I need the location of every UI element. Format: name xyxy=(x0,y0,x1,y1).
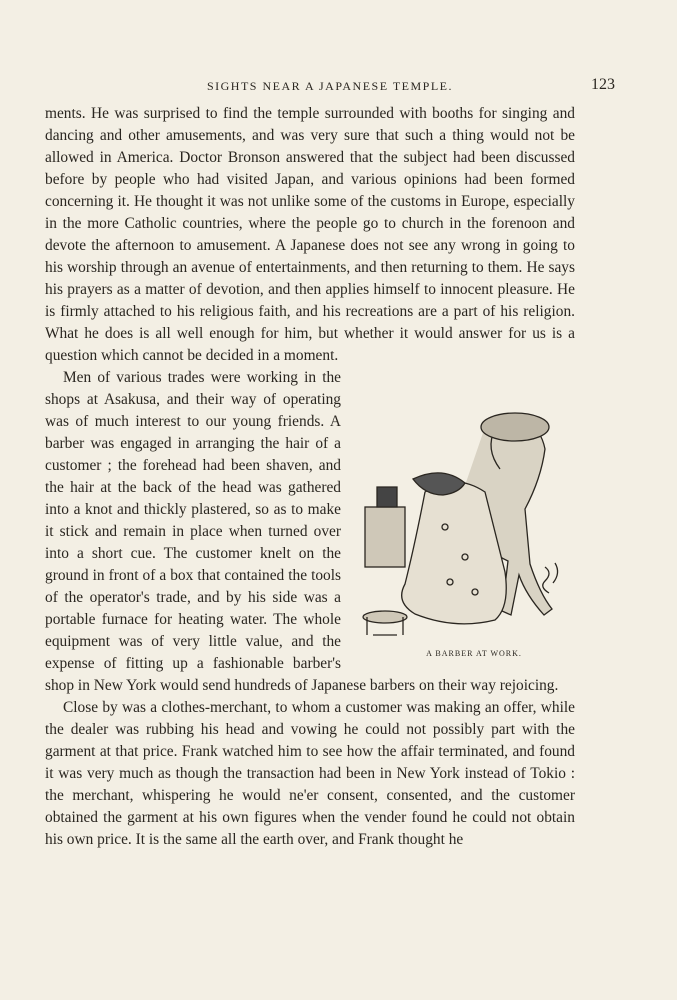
page-header xyxy=(45,78,615,96)
paragraph-2 xyxy=(45,367,575,697)
figure-caption: A BARBER AT WORK. xyxy=(426,649,522,658)
paragraph-1: ments. He was surprised to find the temple surrounded with booths for singing and dancing and other amusements, and was very sure that such a thing would not be allowed in America. Doctor Bronson answered that the subject had been discussed before by people who had visited Japan, and various opinions had been formed concerning it. He thought it was not unlike some of the customs in Europe, especially in the more Catholic countries, where the people go to church in the forenoon and devote the afternoon to amusement. A Japanese does not see any wrong in going to his worship through an avenue of entertainments, and then returning to them. He says his prayers as a matter of devotion, and then applies himself to innocent pleasure. He is firmly attached to his religious faith, and his recreations are a part of his religion. What he does is all well enough for him, but whether it would answer for us is a question which cannot be decided in a moment. xyxy=(45,105,575,364)
running-head: SIGHTS NEAR A JAPANESE TEMPLE. xyxy=(206,79,454,93)
body-text xyxy=(45,103,575,851)
barber-drawing xyxy=(355,367,575,647)
page-number: 123 xyxy=(591,76,615,93)
barber-illustration xyxy=(355,367,575,657)
paragraph-3: Close by was a clothes-merchant, to whom a customer was making an offer, while the dealer was rubbing his head and vowing he could not possibly part with the garment at that price. Frank watched him to see how the affair terminated, and found it was very much as though the transaction had been in New York instead of Tokio : the merchant, whispering he would ne'er consent, consented, and the customer obtained the garment at his own figures when the vender found he could not obtain his own price. It is the same all the earth over, and Frank thought he xyxy=(45,699,575,848)
paragraph-2-text: Men of various trades were working in the shops at Asakusa, and their way of operating was of much interest to our young friends. A barber was engaged in arranging the hair of a customer ; the forehead had been shaven, and the hair at the back of the head was gathered into a knot and thickly plastered, so as to make it stick and remain in place when turned over into a short cue. The customer knelt on the ground in front of a box that contained the tools of the operator's trade, and by his side was a portable furnace for heating water. The whole equipment was of very little value, and the expense of fitting up a fashionable barber's shop in New York would send hundreds of Japanese barbers on their way rejoicing. xyxy=(45,369,559,694)
